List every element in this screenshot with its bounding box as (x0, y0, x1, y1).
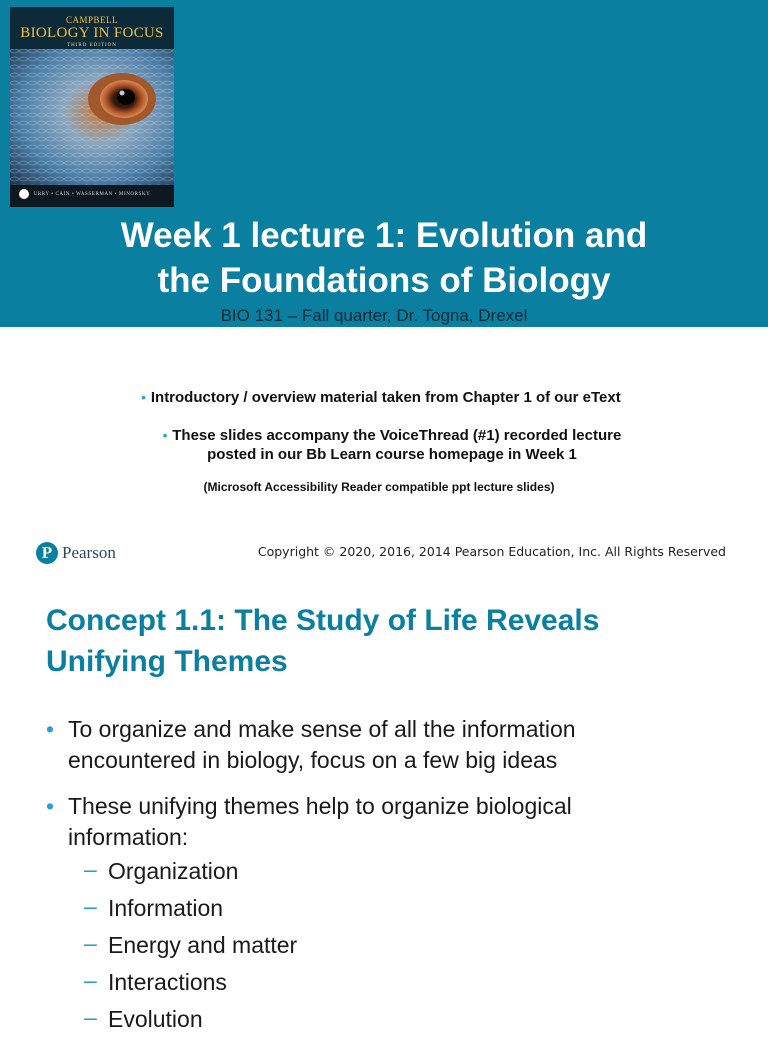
sub-item-energy-and-matter: – Energy and matter (46, 927, 736, 964)
cover-title: BIOLOGY IN FOCUS (20, 25, 164, 41)
cover-authors: URRY • CAIN • WASSERMAN • MINORSKY (33, 192, 151, 197)
bullet-dot-icon: • (141, 390, 146, 405)
themes-list (46, 714, 736, 1038)
dash-icon: – (84, 893, 97, 919)
copyright-notice: Copyright © 2020, 2016, 2014 Pearson Education, Inc. All Rights Reserved (257, 544, 726, 559)
bullet-dot-icon: • (162, 428, 168, 443)
bullet-dot-icon: • (46, 793, 55, 819)
concept-title: Concept 1.1: The Study of Life Reveals Unifying Themes (46, 604, 600, 678)
sub-item-organization: – Organization (46, 853, 736, 890)
lecture-title-line-2: the Foundations of Biology (157, 261, 611, 300)
lecture-title-line-1: Week 1 lecture 1: Evolution and (120, 216, 648, 255)
intro-bullet-1: • Introductory / overview material taken from Chapter 1 of our eText (141, 389, 621, 406)
bullet-dot-icon: • (46, 716, 55, 742)
intro-bullet-2: • These slides accompany the VoiceThread (#1) recorded lecture posted in our Bb Learn course homepage in Week 1 (162, 427, 622, 463)
pearson-p-icon: P (36, 542, 58, 564)
lecture-title (0, 213, 768, 303)
sub-item-evolution: – Evolution (46, 1001, 736, 1038)
cover-brand: CAMPBELL (65, 15, 118, 25)
pearson-logo (36, 540, 116, 566)
course-subtitle: BIO 131 – Fall quarter, Dr. Togna, Drexel (220, 306, 528, 325)
dash-icon: – (84, 1004, 97, 1030)
dash-icon: – (84, 967, 97, 993)
list-item: • To organize and make sense of all the information encountered in biology, focus on a few big ideas (46, 716, 576, 773)
sub-item-interactions: – Interactions (46, 964, 736, 1001)
slide-2 (0, 580, 768, 1032)
dash-icon: – (84, 856, 97, 882)
cover-edition: THIRD EDITION (67, 43, 117, 48)
book-cover-image (10, 7, 174, 207)
dash-icon: – (84, 930, 97, 956)
list-item: • These unifying themes help to organize biological information: (46, 793, 572, 850)
accessibility-note: (Microsoft Accessibility Reader compatible ppt lecture slides) (203, 480, 555, 494)
pearson-wordmark: Pearson (62, 543, 116, 562)
sub-item-information: – Information (46, 890, 736, 927)
